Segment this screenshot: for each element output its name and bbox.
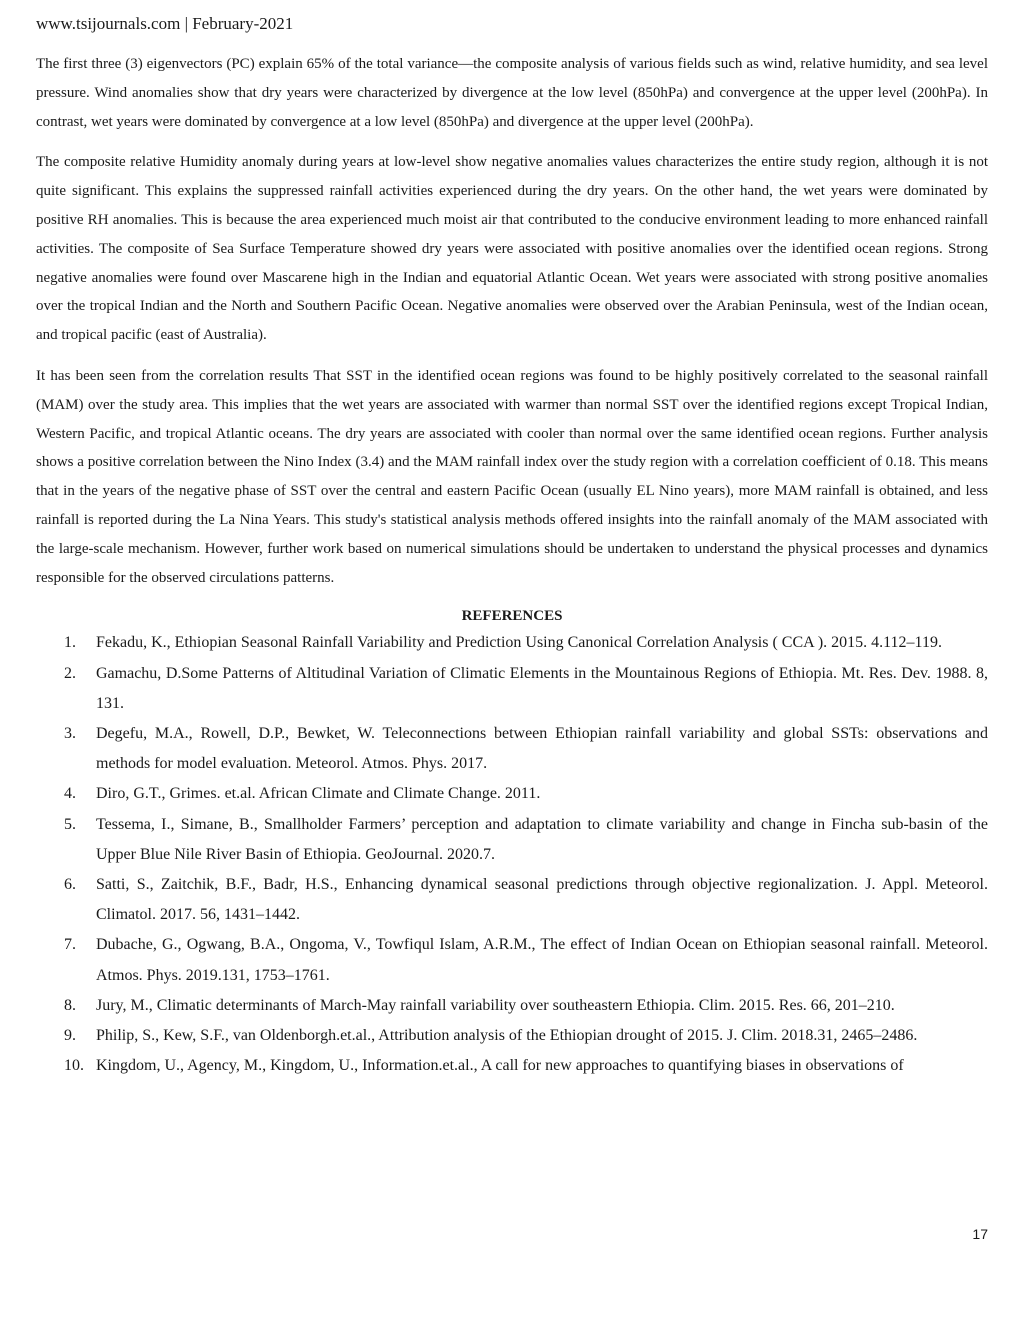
reference-text: Diro, G.T., Grimes. et.al. African Climate and Climate Change. 2011. — [96, 785, 541, 803]
references-list — [36, 628, 988, 1081]
body-paragraph-2: The composite relative Humidity anomaly during years at low-level show negative anomalies values characterizes the entire study region, although it is not quite significant. This explains the suppressed rainfall activities experienced during the dry years. On the other hand, the wet years were dominated by positive RH anomalies. This is because the area experienced much moist air that contributed to the conducive environment leading to more enhanced rainfall activities. The composite of Sea Surface Temperature showed dry years were associated with positive anomalies over the identified ocean regions. Strong negative anomalies were found over Mascarene high in the Indian and equatorial Atlantic Ocean. Wet years were associated with strong positive anomalies over the tropical Indian and the North and Southern Pacific Ocean. Negative anomalies were observed over the Arabian Peninsula, west of the Indian ocean, and tropical pacific (east of Australia). — [36, 154, 988, 344]
reference-number: 7. — [64, 936, 76, 954]
reference-text: Fekadu, K., Ethiopian Seasonal Rainfall Variability and Prediction Using Canonical Correlation Analysis ( CCA ). 2015. 4.112–119. — [96, 634, 942, 652]
reference-number: 8. — [64, 996, 76, 1014]
body-paragraph-3: It has been seen from the correlation results That SST in the identified ocean regions was found to be highly positively correlated to the seasonal rainfall (MAM) over the study area. This implies that the wet years are associated with warmer than normal SST over the identified regions except Tropical Indian, Western Pacific, and tropical Atlantic oceans. The dry years are associated with cooler than normal over the same identified ocean regions. Further analysis shows a positive correlation between the Nino Index (3.4) and the MAM rainfall index over the study region with a correlation coefficient of 0.18. This means that in the years of the negative phase of SST over the central and eastern Pacific Ocean (usually EL Nino years), more MAM rainfall is obtained, and less rainfall is reported during the La Nina Years. This study's statistical analysis methods offered insights into the rainfall anomaly of the MAM associated with the large-scale mechanism. However, further work based on numerical simulations should be undertaken to understand the physical processes and dynamics responsible for the observed circulations patterns. — [36, 367, 988, 586]
reference-text: Degefu, M.A., Rowell, D.P., Bewket, W. Teleconnections between Ethiopian rainfall variability and global SSTs: observations and methods for model evaluation. Meteorol. Atmos. Phys. 2017. — [96, 724, 988, 773]
reference-number: 6. — [64, 875, 76, 893]
reference-number: 5. — [64, 815, 76, 833]
reference-text: Dubache, G., Ogwang, B.A., Ongoma, V., Towfiqul Islam, A.R.M., The effect of Indian Ocean on Ethiopian seasonal rainfall. Meteorol. Atmos. Phys. 2019.131, 1753–1761. — [96, 936, 988, 984]
reference-item — [36, 1051, 988, 1081]
reference-number: 4. — [64, 785, 76, 803]
reference-text: Satti, S., Zaitchik, B.F., Badr, H.S., Enhancing dynamical seasonal predictions through objective regionalization. J. Appl. Meteorol. Climatol. 2017. 56, 1431–1442. — [96, 875, 988, 924]
reference-text: Jury, M., Climatic determinants of March-May rainfall variability over southeastern Ethiopia. Clim. 2015. Res. 66, 201–210. — [96, 996, 895, 1014]
journal-header: www.tsijournals.com | February-2021 — [36, 14, 294, 33]
references-heading: REFERENCES — [461, 608, 563, 625]
reference-text: Kingdom, U., Agency, M., Kingdom, U., Information.et.al., A call for new approaches to quantifying biases in observations of — [96, 1057, 904, 1075]
reference-item — [36, 810, 988, 870]
reference-number: 2. — [64, 664, 76, 682]
reference-item — [36, 1021, 988, 1051]
reference-text: Philip, S., Kew, S.F., van Oldenborgh.et.al., Attribution analysis of the Ethiopian drought of 2015. J. Clim. 2018.31, 2465–2486. — [96, 1026, 918, 1044]
reference-number: 10. — [64, 1057, 84, 1075]
page-content — [36, 50, 988, 1081]
reference-text: Gamachu, D.Some Patterns of Altitudinal Variation of Climatic Elements in the Mountainous Regions of Ethiopia. Mt. Res. Dev. 1988. 8, 131. — [96, 664, 988, 712]
reference-item — [36, 991, 988, 1021]
reference-item — [36, 628, 988, 658]
reference-number: 1. — [64, 634, 76, 652]
reference-number: 3. — [64, 724, 76, 742]
reference-item — [36, 779, 988, 809]
reference-item — [36, 870, 988, 930]
reference-item — [36, 659, 988, 719]
reference-number: 9. — [64, 1026, 76, 1044]
reference-text: Tessema, I., Simane, B., Smallholder Farmers’ perception and adaptation to climate variability and change in Fincha sub-basin of the Upper Blue Nile River Basin of Ethiopia. GeoJournal. 2020.7. — [96, 815, 988, 863]
reference-item — [36, 930, 988, 990]
reference-item — [36, 719, 988, 779]
body-paragraph-1: The first three (3) eigenvectors (PC) explain 65% of the total variance—the composite analysis of various fields such as wind, relative humidity, and sea level pressure. Wind anomalies show that dry years were characterized by divergence at the low level (850hPa) and convergence at the upper level (200hPa). In contrast, wet years were dominated by convergence at a low level (850hPa) and divergence at the upper level (200hPa). — [36, 56, 988, 130]
page-number: 17 — [972, 1226, 988, 1242]
